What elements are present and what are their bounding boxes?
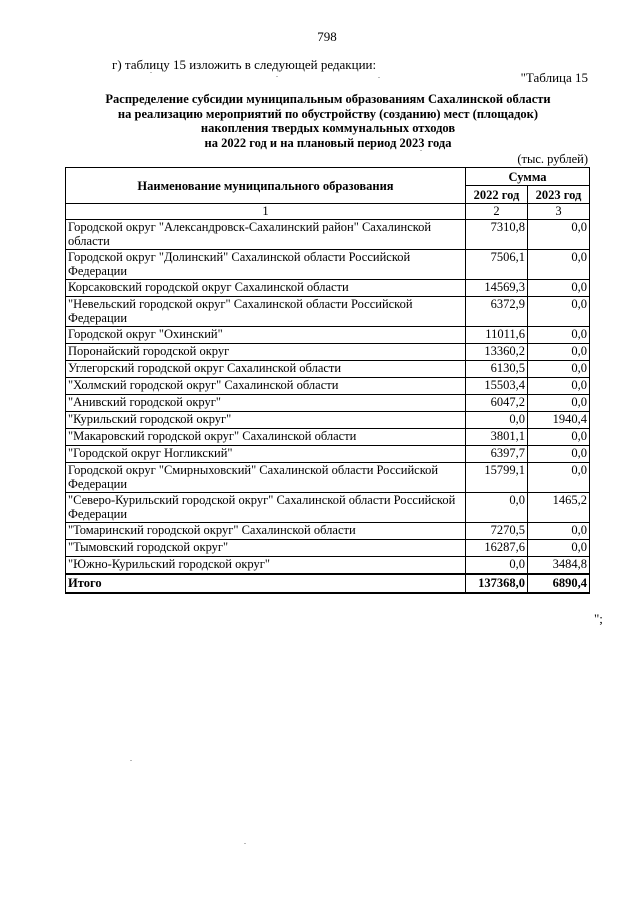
amount-2022: 14569,3 — [466, 280, 528, 297]
amount-2022: 7270,5 — [466, 523, 528, 540]
amount-2022: 0,0 — [466, 412, 528, 429]
table-row — [66, 327, 590, 344]
scan-speck — [420, 150, 422, 151]
units-label: (тыс. рублей) — [517, 152, 588, 166]
total-2023: 6890,4 — [528, 574, 590, 593]
municipality-name: "Тымовский городской округ" — [66, 540, 466, 557]
municipality-name: "Северо-Курильский городской округ" Сахалинской области Российской Федерации — [66, 493, 466, 523]
table-row — [66, 540, 590, 557]
amount-2022: 6372,9 — [466, 297, 528, 327]
column-index-row — [66, 204, 590, 220]
amount-2023: 0,0 — [528, 220, 590, 250]
amount-2022: 0,0 — [466, 493, 528, 523]
closing-quote: "; — [594, 611, 603, 626]
table-row — [66, 395, 590, 412]
amount-2022: 0,0 — [466, 557, 528, 575]
title-line: накопления твердых коммунальных отходов — [200, 121, 456, 135]
amount-2023: 1465,2 — [528, 493, 590, 523]
header-year-2023: 2023 год — [528, 186, 590, 204]
amount-2023: 0,0 — [528, 297, 590, 327]
header-name: Наименование муниципального образования — [66, 168, 466, 204]
municipality-name: "Невельский городской округ" Сахалинской области Российской Федерации — [66, 297, 466, 327]
amount-2023: 0,0 — [528, 540, 590, 557]
municipality-name: "Курильский городской округ" — [66, 412, 466, 429]
table-row — [66, 429, 590, 446]
amount-2022: 6397,7 — [466, 446, 528, 463]
amount-2023: 0,0 — [528, 523, 590, 540]
amount-2023: 0,0 — [528, 395, 590, 412]
amount-2023: 0,0 — [528, 378, 590, 395]
municipality-name: Корсаковский городской округ Сахалинской области — [66, 280, 466, 297]
municipality-name: Поронайский городской округ — [66, 344, 466, 361]
municipality-name: Городской округ "Смирныховский" Сахалинской области Российской Федерации — [66, 463, 466, 493]
amount-2023: 0,0 — [528, 361, 590, 378]
table-row — [66, 446, 590, 463]
scan-speck — [130, 760, 132, 761]
municipality-name: Углегорский городской округ Сахалинской области — [66, 361, 466, 378]
total-label: Итого — [66, 574, 466, 593]
page-number: 798 — [317, 29, 337, 44]
subsidy-table — [65, 167, 590, 594]
title-line: Распределение субсидии муниципальным образованиям Сахалинской области — [105, 92, 551, 106]
table-row — [66, 280, 590, 297]
amount-2022: 15799,1 — [466, 463, 528, 493]
scan-speck — [150, 72, 152, 73]
scan-speck — [276, 76, 278, 77]
amount-2022: 15503,4 — [466, 378, 528, 395]
column-index: 1 — [66, 204, 466, 220]
table-reference: "Таблица 15 — [520, 70, 588, 85]
table-row — [66, 378, 590, 395]
amount-2022: 3801,1 — [466, 429, 528, 446]
municipality-name: "Южно-Курильский городской округ" — [66, 557, 466, 575]
title-line: на 2022 год и на плановый период 2023 года — [204, 135, 452, 150]
amount-2022: 6130,5 — [466, 361, 528, 378]
amount-2023: 0,0 — [528, 463, 590, 493]
column-index: 3 — [528, 204, 590, 220]
total-row — [66, 574, 590, 593]
municipality-name: Городской округ "Долинский" Сахалинской области Российской Федерации — [66, 250, 466, 280]
municipality-name: "Томаринский городской округ" Сахалинской области — [66, 523, 466, 540]
amount-2022: 11011,6 — [466, 327, 528, 344]
scan-speck — [378, 77, 380, 78]
amount-2023: 3484,8 — [528, 557, 590, 575]
amount-2023: 1940,4 — [528, 412, 590, 429]
municipality-name: "Анивский городской округ" — [66, 395, 466, 412]
municipality-name: "Городской округ Ногликский" — [66, 446, 466, 463]
table-row — [66, 557, 590, 575]
table-row — [66, 523, 590, 540]
table-row — [66, 297, 590, 327]
total-2022: 137368,0 — [466, 574, 528, 593]
table-title — [60, 92, 596, 150]
amount-2023: 0,0 — [528, 280, 590, 297]
municipality-name: Городской округ "Александровск-Сахалинский район" Сахалинской области — [66, 220, 466, 250]
table-row — [66, 220, 590, 250]
amendment-intro: г) таблицу 15 изложить в следующей редакции: — [112, 57, 377, 72]
amount-2022: 7506,1 — [466, 250, 528, 280]
header-sum: Сумма — [466, 168, 590, 186]
table-row — [66, 463, 590, 493]
amount-2023: 0,0 — [528, 344, 590, 361]
amount-2022: 13360,2 — [466, 344, 528, 361]
amount-2023: 0,0 — [528, 429, 590, 446]
column-index: 2 — [466, 204, 528, 220]
scan-speck — [244, 843, 246, 844]
table-row — [66, 361, 590, 378]
amount-2022: 7310,8 — [466, 220, 528, 250]
table-row — [66, 344, 590, 361]
municipality-name: "Макаровский городской округ" Сахалинской области — [66, 429, 466, 446]
amount-2023: 0,0 — [528, 446, 590, 463]
amount-2022: 16287,6 — [466, 540, 528, 557]
title-line: на реализацию мероприятий по обустройству (созданию) мест (площадок) — [117, 106, 539, 121]
municipality-name: Городской округ "Охинский" — [66, 327, 466, 344]
amount-2023: 0,0 — [528, 250, 590, 280]
table-row — [66, 412, 590, 429]
amount-2022: 6047,2 — [466, 395, 528, 412]
table-row — [66, 493, 590, 523]
table-row — [66, 250, 590, 280]
header-year-2022: 2022 год — [466, 186, 528, 204]
amount-2023: 0,0 — [528, 327, 590, 344]
municipality-name: "Холмский городской округ" Сахалинской области — [66, 378, 466, 395]
